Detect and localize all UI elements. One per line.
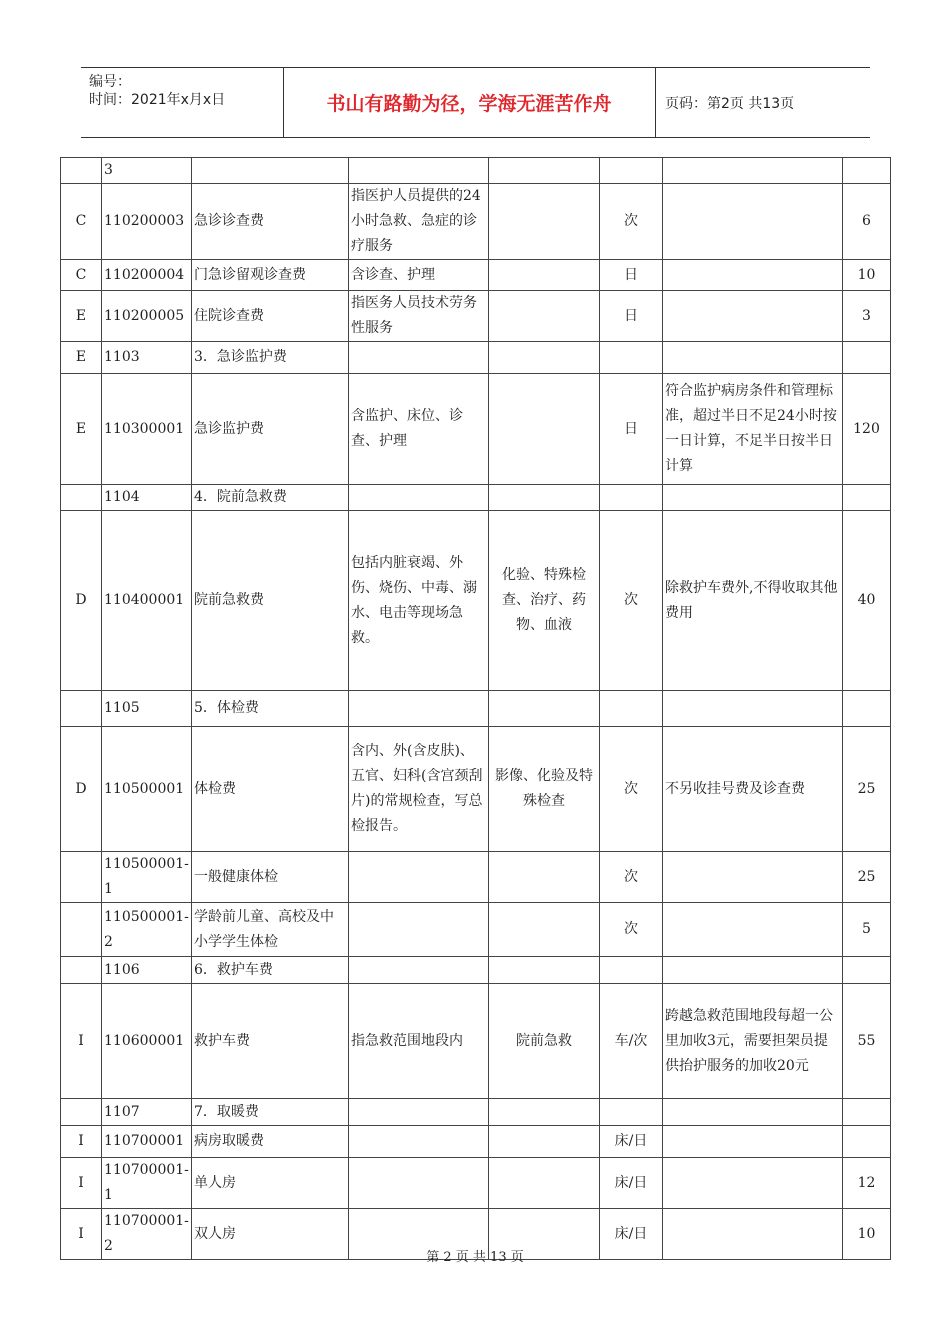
row-price [843,485,891,511]
row-unit: 床/日 [600,1209,663,1260]
page-footer: 第 2 页 共 13 页 [426,1250,524,1265]
row-price [843,957,891,984]
header-left [89,73,225,109]
row-price: 25 [843,727,891,852]
row-unit [600,691,663,727]
row-class: D [61,511,102,691]
row-unit: 次 [600,903,663,957]
row-class [61,691,102,727]
row-code: 110200004 [102,260,192,291]
header-divider [655,68,656,137]
row-unit: 次 [600,852,663,903]
row-name: 救护车费 [192,984,349,1099]
row-price: 10 [843,260,891,291]
table-row [61,158,891,184]
row-name: 学龄前儿童、高校及中小学学生体检 [192,903,349,957]
row-price: 10 [843,1209,891,1260]
row-exclude [489,374,600,485]
row-name: 5．体检费 [192,691,349,727]
row-code: 1104 [102,485,192,511]
row-note [663,957,843,984]
document-time-label: 时间：2021年x月x日 [89,92,226,108]
row-class [61,485,102,511]
table-row [61,903,891,957]
row-code: 110400001 [102,511,192,691]
row-unit: 次 [600,727,663,852]
row-content: 含监护、床位、诊查、护理 [349,374,489,485]
row-code: 110600001 [102,984,192,1099]
row-note [663,184,843,260]
row-class: E [61,342,102,374]
row-price [843,1099,891,1126]
row-name: 3．急诊监护费 [192,342,349,374]
row-content [349,903,489,957]
row-note: 跨越急救范围地段每超一公里加收3元，需要担架员提供抬护服务的加收20元 [663,984,843,1099]
row-price: 3 [843,291,891,342]
row-content [349,158,489,184]
row-note: 除救护车费外,不得收取其他费用 [663,511,843,691]
row-note [663,1158,843,1209]
row-code: 1103 [102,342,192,374]
row-name: 7．取暖费 [192,1099,349,1126]
row-exclude [489,852,600,903]
row-unit: 日 [600,260,663,291]
row-price: 40 [843,511,891,691]
row-content: 含诊查、护理 [349,260,489,291]
row-content [349,1126,489,1158]
row-price [843,691,891,727]
row-name: 病房取暖费 [192,1126,349,1158]
row-unit: 车/次 [600,984,663,1099]
row-code: 1106 [102,957,192,984]
row-code: 110300001 [102,374,192,485]
row-exclude [489,342,600,374]
row-exclude [489,903,600,957]
table-row [61,957,891,984]
row-class: E [61,291,102,342]
row-code: 1107 [102,1099,192,1126]
row-name: 门急诊留观诊查费 [192,260,349,291]
row-unit: 日 [600,374,663,485]
row-note [663,158,843,184]
row-name: 一般健康体检 [192,852,349,903]
row-name [192,158,349,184]
row-note [663,1126,843,1158]
row-content [349,852,489,903]
row-code: 110200005 [102,291,192,342]
row-code: 3 [102,158,192,184]
table-row [61,260,891,291]
row-exclude [489,1099,600,1126]
row-class [61,957,102,984]
row-unit: 床/日 [600,1126,663,1158]
row-content: 指医护人员提供的24小时急救、急症的诊疗服务 [349,184,489,260]
row-price: 120 [843,374,891,485]
row-class [61,158,102,184]
row-exclude [489,485,600,511]
row-class: I [61,1158,102,1209]
row-code: 110200003 [102,184,192,260]
row-content [349,691,489,727]
row-code: 110500001-2 [102,903,192,957]
row-class: I [61,984,102,1099]
table-row [61,485,891,511]
row-note [663,691,843,727]
header-motto: 书山有路勤为径，学海无涯苦作舟 [326,93,612,115]
row-name: 急诊诊查费 [192,184,349,260]
row-exclude [489,260,600,291]
row-class: E [61,374,102,485]
row-content [349,957,489,984]
row-name: 双人房 [192,1209,349,1260]
row-content: 包括内脏衰竭、外伤、烧伤、中毒、溺水、电击等现场急救。 [349,511,489,691]
row-price [843,158,891,184]
row-unit [600,957,663,984]
row-exclude: 化验、特殊检查、治疗、药物、血液 [489,511,600,691]
row-class: C [61,184,102,260]
row-code: 110700001-1 [102,1158,192,1209]
row-code: 110700001 [102,1126,192,1158]
row-unit: 次 [600,511,663,691]
table-row [61,852,891,903]
row-exclude [489,158,600,184]
row-name: 4．院前急救费 [192,485,349,511]
table-row [61,1126,891,1158]
row-content [349,342,489,374]
row-code: 1105 [102,691,192,727]
row-exclude [489,691,600,727]
row-note [663,852,843,903]
row-name: 住院诊查费 [192,291,349,342]
table-row [61,184,891,260]
row-unit: 日 [600,291,663,342]
row-unit [600,158,663,184]
row-content: 指医务人员技术劳务性服务 [349,291,489,342]
row-name: 6．救护车费 [192,957,349,984]
table-row [61,1099,891,1126]
row-unit: 床/日 [600,1158,663,1209]
table-row [61,1158,891,1209]
row-note [663,1099,843,1126]
table-row [61,984,891,1099]
row-code: 110500001-1 [102,852,192,903]
row-exclude: 影像、化验及特殊检查 [489,727,600,852]
row-class [61,903,102,957]
row-name: 单人房 [192,1158,349,1209]
row-note [663,903,843,957]
row-class: D [61,727,102,852]
row-class [61,1099,102,1126]
page-header [81,67,870,138]
row-unit [600,1099,663,1126]
row-unit [600,342,663,374]
table-row [61,291,891,342]
row-exclude [489,184,600,260]
row-note [663,342,843,374]
row-price [843,342,891,374]
row-content: 含内、外(含皮肤)、五官、妇科(含宫颈刮片)的常规检查，写总检报告。 [349,727,489,852]
row-note [663,485,843,511]
table-row [61,342,891,374]
row-content: 指急救范围地段内 [349,984,489,1099]
header-page-label: 页码：第2页 共13页 [665,95,795,112]
row-class: I [61,1209,102,1260]
row-price: 25 [843,852,891,903]
table-row [61,374,891,485]
row-name: 急诊监护费 [192,374,349,485]
row-price: 55 [843,984,891,1099]
row-note [663,260,843,291]
fee-table [60,157,891,1260]
table-row [61,727,891,852]
row-name: 院前急救费 [192,511,349,691]
row-class: C [61,260,102,291]
row-code: 110700001-2 [102,1209,192,1260]
row-class: I [61,1126,102,1158]
row-note: 不另收挂号费及诊查费 [663,727,843,852]
row-exclude [489,1126,600,1158]
row-exclude: 院前急救 [489,984,600,1099]
document-number-label: 编号： [89,74,131,90]
row-exclude [489,291,600,342]
row-price: 6 [843,184,891,260]
row-content [349,1099,489,1126]
row-note: 符合监护病房条件和管理标准，超过半日不足24小时按一日计算，不足半日按半日计算 [663,374,843,485]
row-price [843,1126,891,1158]
row-price: 12 [843,1158,891,1209]
table-row [61,511,891,691]
row-content [349,485,489,511]
row-class [61,852,102,903]
row-unit [600,485,663,511]
row-exclude [489,957,600,984]
row-code: 110500001 [102,727,192,852]
table-row [61,691,891,727]
row-note [663,291,843,342]
row-content [349,1158,489,1209]
row-price: 5 [843,903,891,957]
row-exclude [489,1158,600,1209]
row-name: 体检费 [192,727,349,852]
row-unit: 次 [600,184,663,260]
